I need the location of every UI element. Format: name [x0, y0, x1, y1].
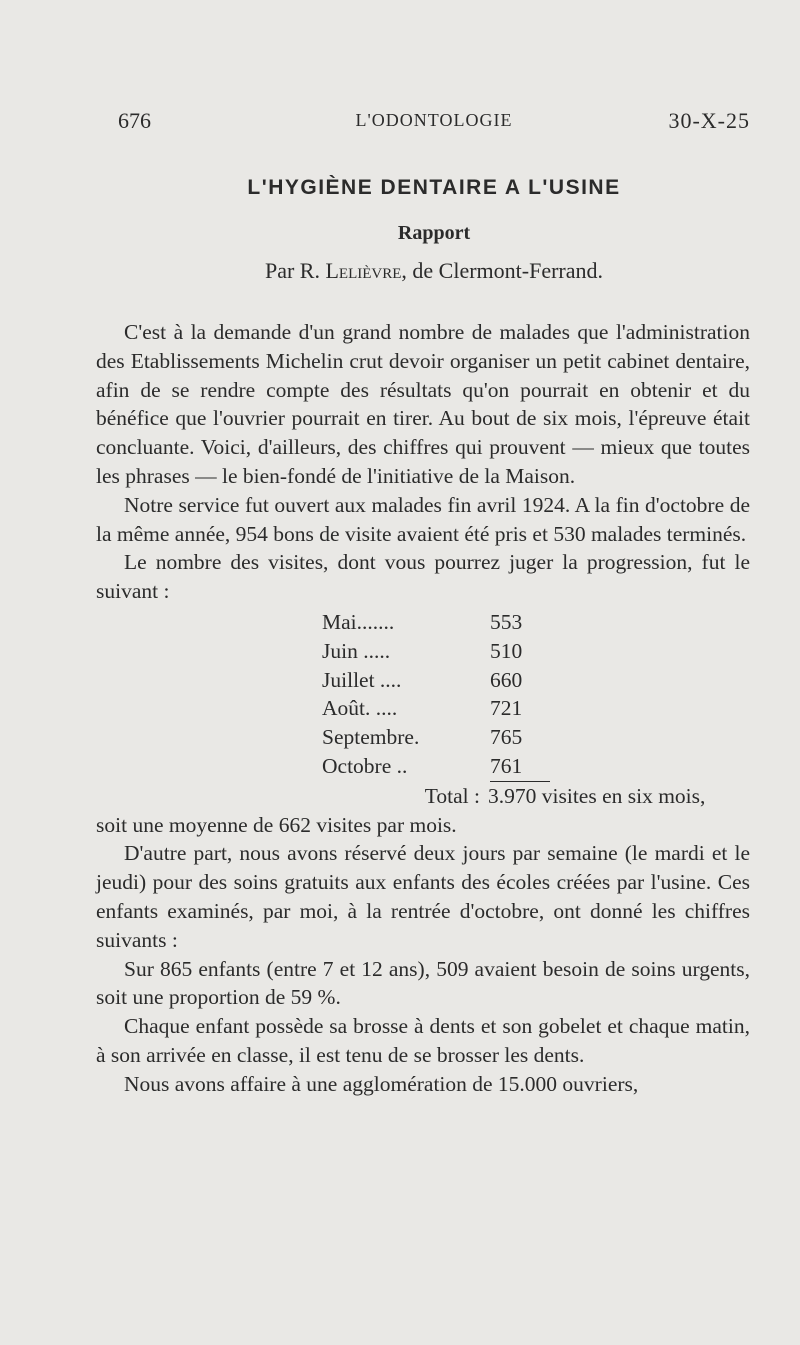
visit-month: Juillet .... — [322, 667, 402, 692]
visit-month: Juin ..... — [322, 638, 391, 663]
visits-table — [322, 608, 550, 782]
article-body — [96, 318, 750, 1099]
table-row — [322, 723, 550, 752]
article-subtitle: Rapport — [397, 222, 471, 244]
total-suffix: visites en six mois, — [536, 783, 706, 808]
journal-name: L'ODONTOLOGIE — [355, 110, 513, 130]
byline-suffix: , de Clermont-Ferrand. — [401, 258, 604, 283]
visit-month: Septembre. — [322, 725, 420, 750]
paragraph-children-stats: Sur 865 enfants (entre 7 et 12 ans), 509 avaient besoin de soins urgents, soit une proportion de 59 %. — [96, 956, 750, 1010]
table-row — [322, 637, 550, 666]
paragraph-visits-intro: Le nombre des visites, dont vous pourrez juger la progression, fut le suivant : — [96, 550, 750, 604]
paragraph-intro: C'est à la demande d'un grand nombre de malades que l'administration des Etablissements Michelin crut devoir organiser un petit cabinet dentaire, afin de se rendre compte des résultats qu'on pourrait en obtenir et du bénéfice que l'ouvrier pourrait en tirer. Au bout de six mois, l'épreuve était concluante. Voici, d'ailleurs, des chiffres qui prouvent — mieux que toutes les phrases — le bien-fondé de l'initiative de la Maison. — [96, 320, 750, 488]
paragraph-children-care: D'autre part, nous avons réservé deux jours par semaine (le mardi et le jeudi) pour des soins gratuits aux enfants des écoles créées par l'usine. Ces enfants examinés, par moi, à la rentrée d'octobre, ont donné les chiffres suivants : — [96, 841, 750, 952]
byline — [118, 258, 750, 284]
author-name: Lelièvre — [325, 258, 402, 283]
table-row — [322, 694, 550, 723]
byline-prefix: Par R. — [264, 258, 326, 283]
visit-count: 765 — [490, 725, 523, 750]
visit-count: 761 — [490, 752, 550, 781]
page-number: 676 — [118, 108, 151, 133]
paragraph-toothbrush: Chaque enfant possède sa brosse à dents et son gobelet et chaque matin, à son arrivée en classe, il est tenu de se brosser les dents. — [96, 1014, 750, 1067]
table-row — [322, 666, 550, 695]
visit-month: Mai....... — [322, 609, 395, 634]
total-label: Total : — [424, 783, 480, 808]
table-row — [322, 752, 550, 781]
paragraph-workers: Nous avons affaire à une agglomération de 15.000 ouvriers, — [124, 1071, 639, 1096]
running-head — [118, 108, 750, 138]
paragraph-average: soit une moyenne de 662 visites par mois. — [96, 812, 457, 837]
visit-count: 721 — [490, 696, 523, 721]
total-value: 3.970 — [488, 783, 537, 808]
visit-count: 510 — [490, 638, 523, 663]
visit-month: Octobre .. — [322, 754, 408, 779]
issue-date: 30-X-25 — [668, 108, 750, 133]
table-row — [322, 608, 550, 637]
article-title: L'HYGIÈNE DENTAIRE A L'USINE — [247, 176, 621, 199]
total-line — [96, 782, 750, 811]
visit-count: 553 — [490, 609, 523, 634]
paragraph-service-opening: Notre service fut ouvert aux malades fin avril 1924. A la fin d'octobre de la même année, 954 bons de visite avaient été pris et 530 malades terminés. — [96, 492, 750, 546]
visit-month: Août. .... — [322, 696, 398, 721]
visit-count: 660 — [490, 667, 523, 692]
